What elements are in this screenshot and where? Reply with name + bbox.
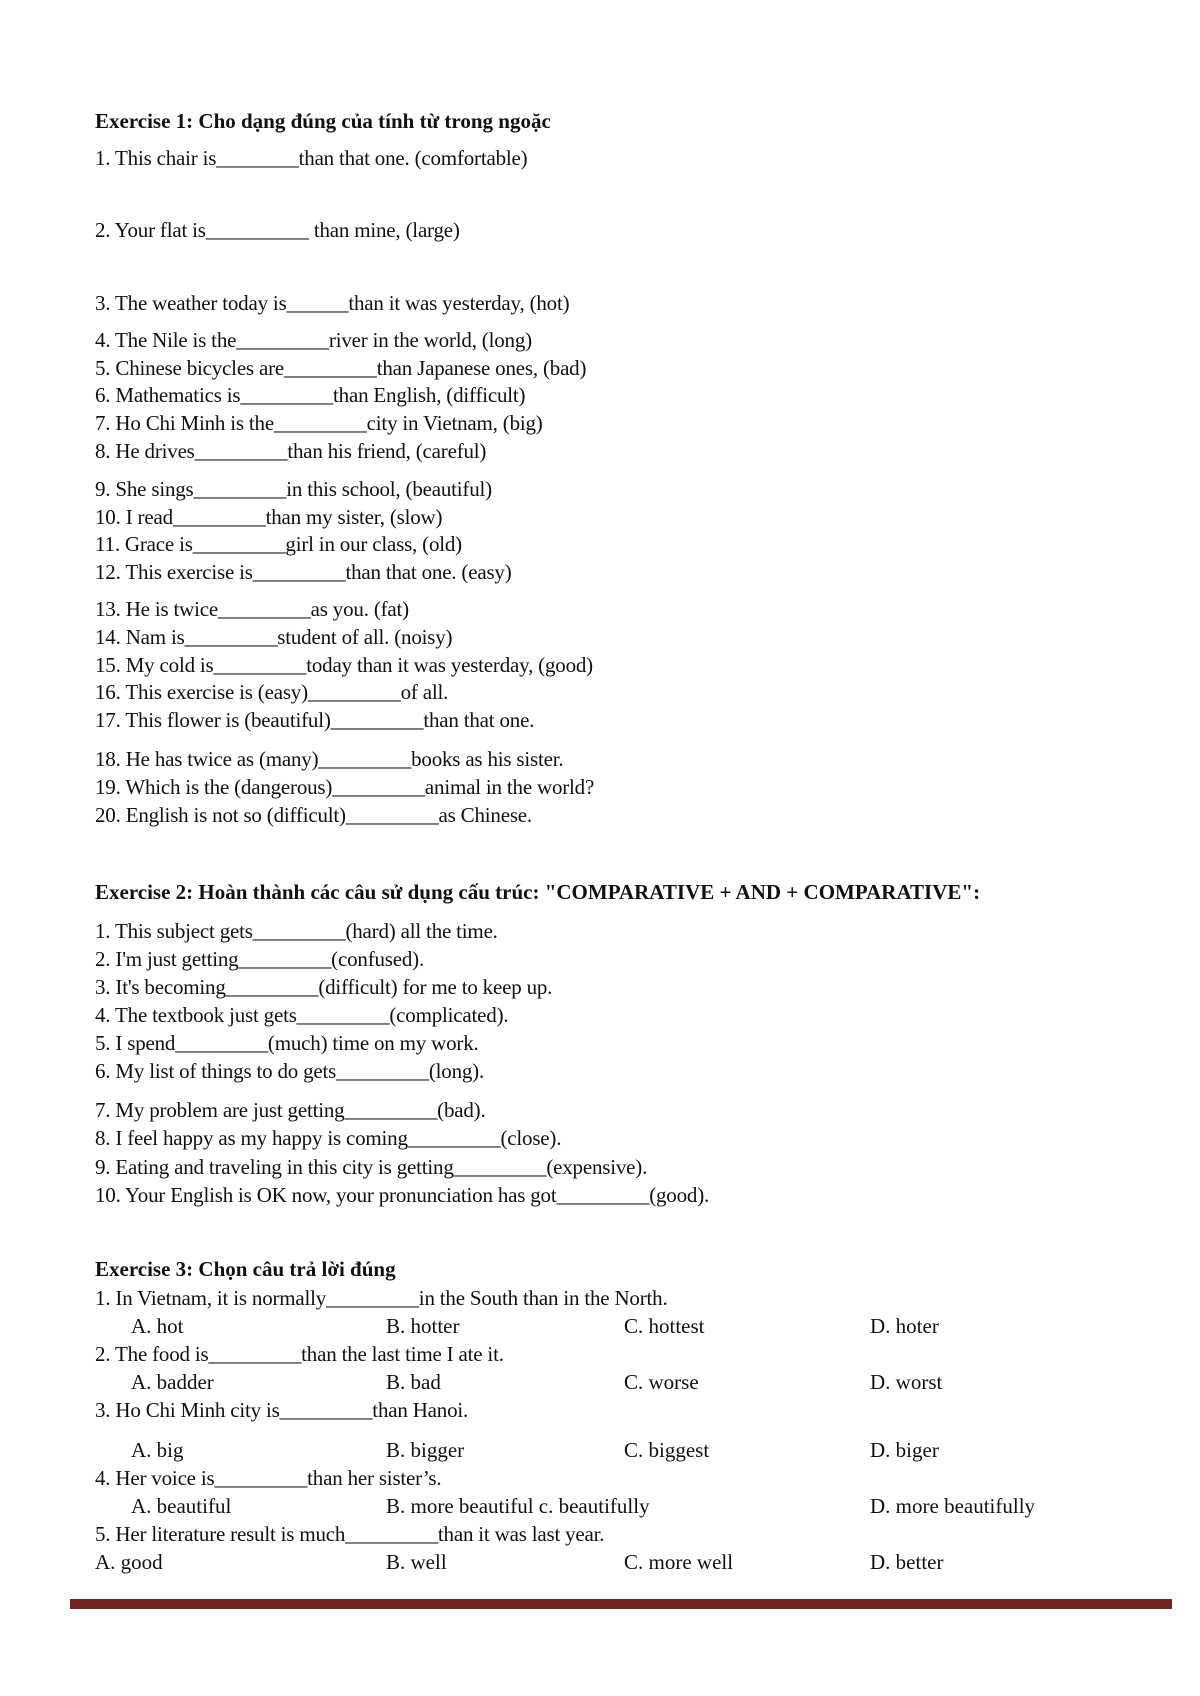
ex1-item-18: 18. He has twice as (many)_________books as his sister. [95,747,564,771]
ex2-item-7: 7. My problem are just getting_________(bad). [95,1098,486,1122]
ex3-q2-option-c: C. worse [624,1370,699,1394]
ex3-q5-option-a: A. good [95,1550,163,1574]
ex3-q1-option-b: B. hotter [386,1314,460,1338]
ex1-item-4: 4. The Nile is the_________river in the world, (long) [95,328,532,352]
ex1-item-1: 1. This chair is________than that one. (comfortable) [95,146,528,170]
ex3-q2-option-d: D. worst [870,1370,943,1394]
ex3-q1-option-a: A. hot [131,1314,184,1338]
ex3-q3-option-c: C. biggest [624,1438,710,1462]
ex3-q5-option-d: D. better [870,1550,944,1574]
ex2-item-10: 10. Your English is OK now, your pronunciation has got_________(good). [95,1183,710,1207]
ex3-q5-option-c: C. more well [624,1550,734,1574]
ex3-q1-option-c: C. hottest [624,1314,705,1338]
ex1-item-19: 19. Which is the (dangerous)_________animal in the world? [95,775,595,799]
ex3-question-2: 2. The food is_________than the last time I ate it. [95,1342,504,1366]
ex1-item-2: 2. Your flat is__________ than mine, (large) [95,218,460,242]
ex1-item-11: 11. Grace is_________girl in our class, (old) [95,532,462,556]
ex1-item-10: 10. I read_________than my sister, (slow) [95,505,443,529]
ex2-item-1: 1. This subject gets_________(hard) all the time. [95,919,498,943]
ex2-item-4: 4. The textbook just gets_________(complicated). [95,1003,509,1027]
footer-rule [70,1599,1172,1609]
ex3-question-3: 3. Ho Chi Minh city is_________than Hanoi. [95,1398,469,1422]
ex2-item-8: 8. I feel happy as my happy is coming_________(close). [95,1126,562,1150]
ex1-item-9: 9. She sings_________in this school, (beautiful) [95,477,492,501]
ex3-q3-option-a: A. big [131,1438,184,1462]
ex1-item-13: 13. He is twice_________as you. (fat) [95,597,409,621]
ex3-question-5: 5. Her literature result is much_________than it was last year. [95,1522,605,1546]
ex2-item-5: 5. I spend_________(much) time on my work. [95,1031,479,1055]
ex2-item-3: 3. It's becoming_________(difficult) for me to keep up. [95,975,553,999]
ex3-q4-option-d: D. more beautifully [870,1494,1036,1518]
ex3-question-1: 1. In Vietnam, it is normally_________in the South than in the North. [95,1286,668,1310]
ex3-q5-option-b: B. well [386,1550,447,1574]
exercise-1-title: Exercise 1: Cho dạng đúng của tính từ trong ngoặc [95,109,551,133]
ex1-item-6: 6. Mathematics is_________than English, (difficult) [95,383,526,407]
ex2-item-9: 9. Eating and traveling in this city is getting_________(expensive). [95,1155,648,1179]
ex1-item-20: 20. English is not so (difficult)_________as Chinese. [95,803,532,827]
ex2-item-6: 6. My list of things to do gets_________(long). [95,1059,485,1083]
ex1-item-15: 15. My cold is_________today than it was yesterday, (good) [95,653,593,677]
ex1-item-8: 8. He drives_________than his friend, (careful) [95,439,487,463]
ex1-item-17: 17. This flower is (beautiful)_________than that one. [95,708,535,732]
ex3-question-4: 4. Her voice is_________than her sister’s. [95,1466,442,1490]
exercise-2-title: Exercise 2: Hoàn thành các câu sử dụng cấu trúc: "COMPARATIVE + AND + COMPARATIVE": [95,880,981,904]
ex1-item-14: 14. Nam is_________student of all. (noisy) [95,625,453,649]
ex3-q1-option-d: D. hoter [870,1314,939,1338]
ex1-item-12: 12. This exercise is_________than that one. (easy) [95,560,512,584]
ex1-item-3: 3. The weather today is______than it was yesterday, (hot) [95,291,570,315]
ex1-item-16: 16. This exercise is (easy)_________of all. [95,680,449,704]
ex1-item-7: 7. Ho Chi Minh is the_________city in Vietnam, (big) [95,411,543,435]
ex3-q3-option-d: D. biger [870,1438,939,1462]
ex2-item-2: 2. I'm just getting_________(confused). [95,947,425,971]
ex3-q4-option-b: B. more beautiful c. beautifully [386,1494,650,1518]
exercise-3-title: Exercise 3: Chọn câu trả lời đúng [95,1257,396,1281]
ex3-q3-option-b: B. bigger [386,1438,465,1462]
ex1-item-5: 5. Chinese bicycles are_________than Japanese ones, (bad) [95,356,587,380]
ex3-q4-option-a: A. beautiful [131,1494,232,1518]
ex3-q2-option-b: B. bad [386,1370,441,1394]
ex3-q2-option-a: A. badder [131,1370,214,1394]
